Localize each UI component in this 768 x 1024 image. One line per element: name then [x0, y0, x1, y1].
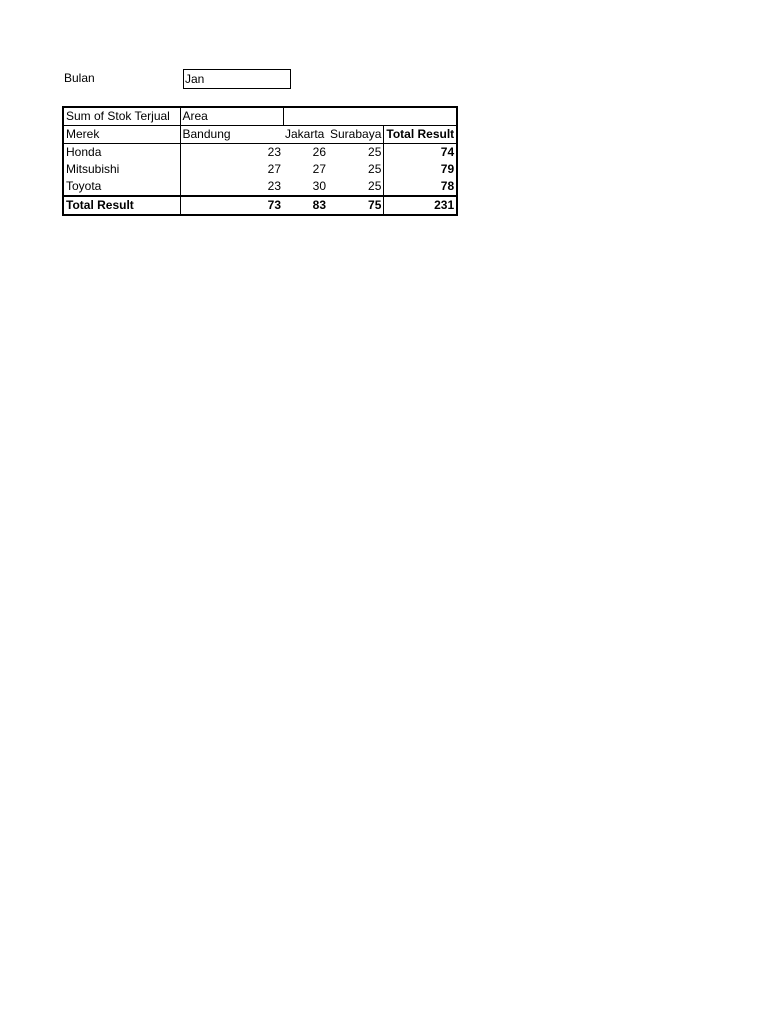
grand-total-overall: 231: [384, 196, 457, 215]
cell-toyota-total: 78: [384, 178, 457, 196]
pivot-header-row-2: [63, 126, 457, 144]
cell-toyota-surabaya: 25: [368, 179, 382, 193]
cell-mitsubishi-surabaya: 25: [368, 162, 382, 176]
row-label-toyota: Toyota: [63, 178, 180, 196]
cell-toyota-jakarta: 30: [312, 179, 326, 193]
pivot-header-row-1: [63, 107, 457, 126]
cell-mitsubishi-jakarta: 27: [312, 162, 326, 176]
column-header-total: Total Result: [384, 126, 457, 144]
table-row: [63, 178, 457, 196]
data-field-label: Sum of Stok Terjual: [63, 107, 180, 126]
grand-total-jakarta: 83: [283, 196, 328, 215]
table-row: [63, 144, 457, 162]
filter-dropdown[interactable]: Jan: [183, 69, 291, 89]
cell-honda-bandung: 23: [180, 144, 283, 162]
column-header-bandung: Bandung: [180, 126, 283, 144]
row-field-button[interactable]: Merek: [63, 126, 180, 144]
cell-honda-jakarta: 26: [283, 144, 328, 162]
cell-toyota-bandung: 23: [267, 179, 281, 193]
grand-total-label: Total Result: [63, 196, 180, 215]
cell-mitsubishi-bandung: 27: [267, 162, 281, 176]
table-row: [63, 161, 457, 178]
grand-total-bandung: 73: [180, 196, 283, 215]
grand-total-surabaya: 75: [328, 196, 384, 215]
column-field-button[interactable]: Area: [180, 107, 283, 126]
filter-label: Bulan: [64, 71, 95, 85]
grand-total-row: [63, 196, 457, 215]
header-blank: [283, 107, 457, 126]
cell-honda-total: 74: [384, 144, 457, 162]
row-label-mitsubishi: Mitsubishi: [63, 161, 180, 178]
cell-honda-surabaya: 25: [328, 144, 384, 162]
column-header-surabaya: Surabaya: [328, 126, 384, 144]
row-label-honda: Honda: [63, 144, 180, 162]
column-header-jakarta: Jakarta: [283, 126, 328, 144]
pivot-table: [62, 106, 458, 216]
cell-mitsubishi-total: 79: [384, 161, 457, 178]
